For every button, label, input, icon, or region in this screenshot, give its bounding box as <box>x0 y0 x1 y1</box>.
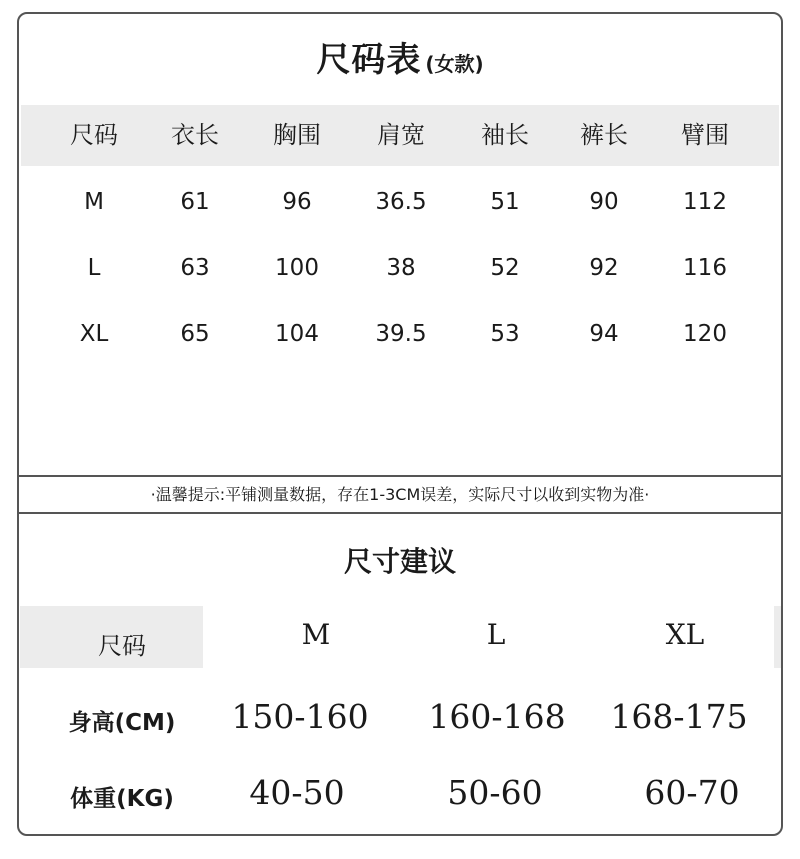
table-row <box>21 248 779 288</box>
title-sub: (女款) <box>425 52 484 76</box>
table-header-row <box>21 115 779 155</box>
suggestion-header-band-edge <box>774 606 781 668</box>
header-length: 衣长 <box>171 121 219 149</box>
table-cell: 94 <box>589 321 619 347</box>
table-cell: M <box>84 189 104 215</box>
table-cell: 53 <box>490 321 520 347</box>
suggestion-label-size: 尺码 <box>98 632 146 660</box>
height-value: 160-168 <box>428 697 566 736</box>
table-cell: 100 <box>275 255 319 281</box>
suggestion-size: L <box>486 618 506 651</box>
weight-value: 60-70 <box>644 773 740 812</box>
height-value: 150-160 <box>231 697 369 736</box>
divider-top <box>19 475 781 477</box>
table-cell: XL <box>79 321 109 347</box>
table-cell: 92 <box>589 255 619 281</box>
suggestion-title: 尺寸建议 <box>343 545 456 578</box>
suggestion-size: XL <box>665 618 705 651</box>
table-cell: 52 <box>490 255 520 281</box>
header-pants-length: 裤长 <box>580 121 628 149</box>
table-cell: L <box>87 255 101 281</box>
header-bust: 胸围 <box>273 121 321 149</box>
table-row <box>21 314 779 354</box>
table-cell: 36.5 <box>375 189 427 215</box>
header-sleeve: 袖长 <box>481 121 529 149</box>
title-main: 尺码表 <box>316 40 422 80</box>
table-cell: 65 <box>180 321 210 347</box>
weight-value: 50-60 <box>447 773 543 812</box>
suggestion-size: M <box>301 618 331 651</box>
height-label: 身高(CM) <box>68 710 176 736</box>
weight-value: 40-50 <box>249 773 345 812</box>
table-cell: 116 <box>683 255 727 281</box>
table-cell: 120 <box>683 321 727 347</box>
table-cell: 96 <box>282 189 312 215</box>
header-shoulder: 肩宽 <box>377 121 425 149</box>
table-row <box>21 182 779 222</box>
table-cell: 112 <box>683 189 727 215</box>
weight-label: 体重(KG) <box>70 786 174 812</box>
page-title <box>0 32 800 81</box>
header-size: 尺码 <box>70 121 118 149</box>
table-cell: 39.5 <box>375 321 427 347</box>
measurement-tip: ·温馨提示:平铺测量数据，存在1-3CM误差，实际尺寸以收到实物为准· <box>150 485 650 504</box>
height-value: 168-175 <box>610 697 748 736</box>
table-cell: 61 <box>180 189 210 215</box>
table-cell: 51 <box>490 189 520 215</box>
table-cell: 63 <box>180 255 210 281</box>
table-cell: 38 <box>386 255 416 281</box>
header-arm: 臂围 <box>681 121 729 149</box>
divider-bottom <box>19 512 781 514</box>
table-cell: 90 <box>589 189 619 215</box>
table-cell: 104 <box>275 321 319 347</box>
